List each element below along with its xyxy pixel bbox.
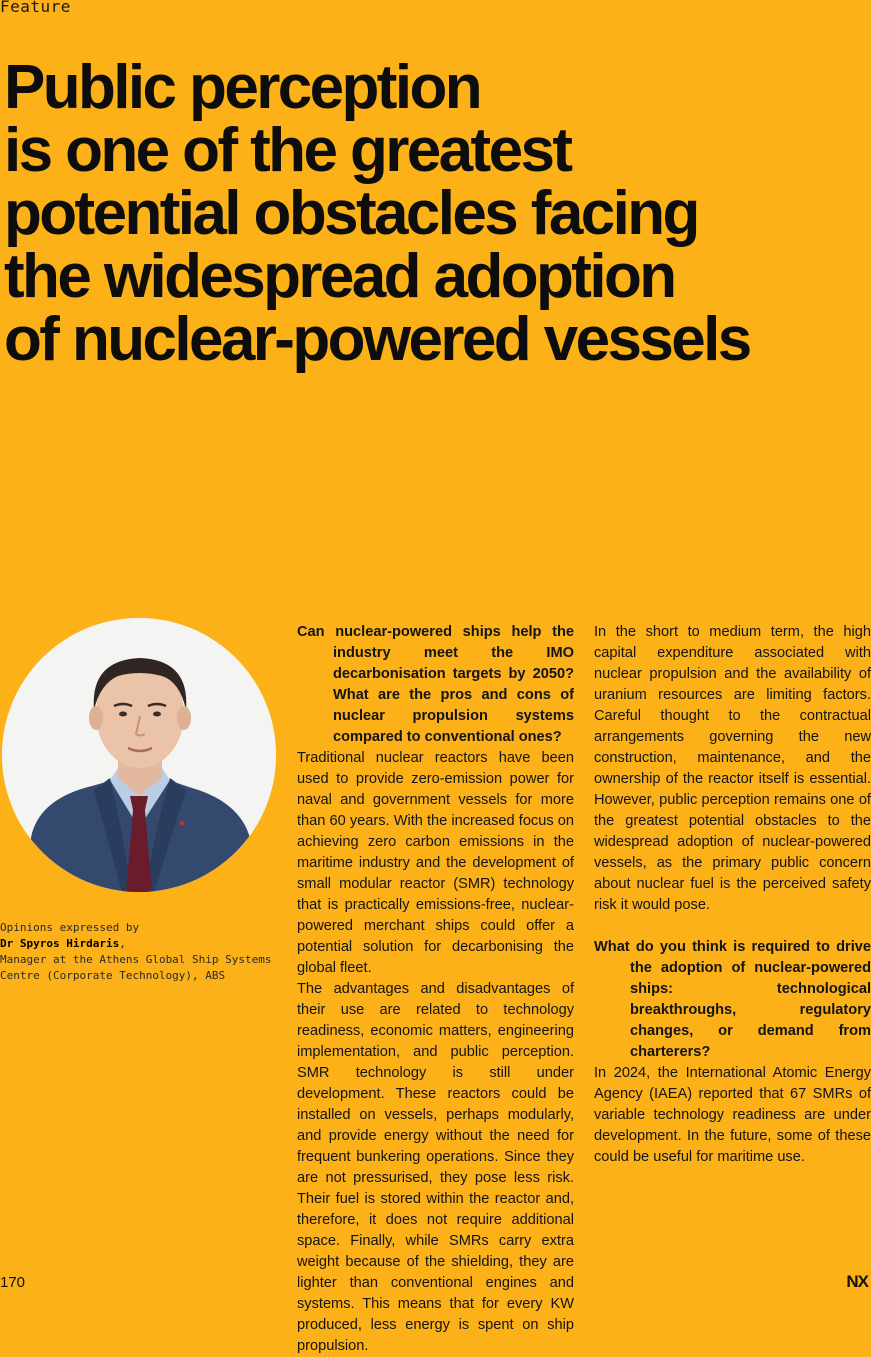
article-column-2 — [594, 622, 871, 1168]
article-column-1 — [297, 622, 574, 1357]
byline-intro: Opinions expressed by — [0, 921, 140, 934]
body-paragraph: In 2024, the International Atomic Energy Agency (IAEA) reported that 67 SMRs of variable technology readiness are under development. In the future, some of these could be useful for maritime use. — [594, 1065, 871, 1165]
author-role: Manager at the Athens Global Ship Systems — [0, 953, 272, 966]
author-name-suffix: , — [119, 937, 126, 950]
body-paragraph: The advantages and disadvantages of their use are related to technology readiness, economic matters, engineering implementation, and public perception. SMR technology is still under development. These reactors could be installed on vessels, perhaps modularly, and provide energy without the need for frequent bunkering operations. Since they are not pressurised, they pose less risk. Their fuel is stored within the reactor and, therefore, it does not require additional space. Finally, while SMRs carry extra weight because of the shielding, they are lighter than conventional engines and systems. This means that for every KW produced, less energy is spent on ship propulsion. — [297, 981, 574, 1354]
body-paragraph: In the short to medium term, the high capital expenditure associated with nuclear propulsion and the availability of uranium resources are limiting factors. Careful thought to the contractual arrangements governing the new construction, maintenance, and the ownership of the reactor itself is essential. However, public perception remains one of the greatest potential obstacles to the widespread adoption of nuclear-powered vessels, as the primary public concern about nuclear fuel is the perceived safety risk it would pose. — [594, 624, 871, 913]
headline-line: the widespread adoption — [4, 242, 675, 311]
byline-caption — [0, 920, 280, 984]
headline-line: is one of the greatest — [4, 116, 571, 185]
interview-question: Can nuclear-powered ships help the industry meet the IMO decarbonisation targets by 2050? What are the pros and cons of nuclear propulsion systems compared to conventional ones? — [297, 624, 574, 745]
publication-logo: NX — [846, 1272, 868, 1291]
headline-line: of nuclear-powered vessels — [4, 305, 750, 374]
headline-line: potential obstacles facing — [4, 179, 698, 248]
headline — [4, 53, 864, 374]
body-paragraph: Traditional nuclear reactors have been used to provide zero-emission power for naval and government vessels for more than 60 years. With the increased focus on achieving zero carbon emissions in the maritime industry and the development of small modular reactor (SMR) technology that is practically emissions-free, nuclear-powered merchant ships could offer a potential solution for decarbonising the global fleet. — [297, 750, 574, 976]
interview-question: What do you think is required to drive the adoption of nuclear-powered ships: technological breakthroughs, regulatory changes, or demand from charterers? — [594, 939, 871, 1060]
author-name: Dr Spyros Hirdaris — [0, 937, 120, 950]
headline-line: Public perception — [4, 53, 480, 122]
author-affiliation: Centre (Corporate Technology), ABS — [0, 969, 226, 982]
portrait-illustration — [2, 618, 276, 892]
author-portrait — [2, 618, 276, 892]
section-label: Feature — [0, 0, 71, 16]
byline-name-line — [0, 936, 280, 952]
page-number: 170 — [0, 1274, 26, 1291]
paragraph-spacer — [594, 916, 871, 937]
